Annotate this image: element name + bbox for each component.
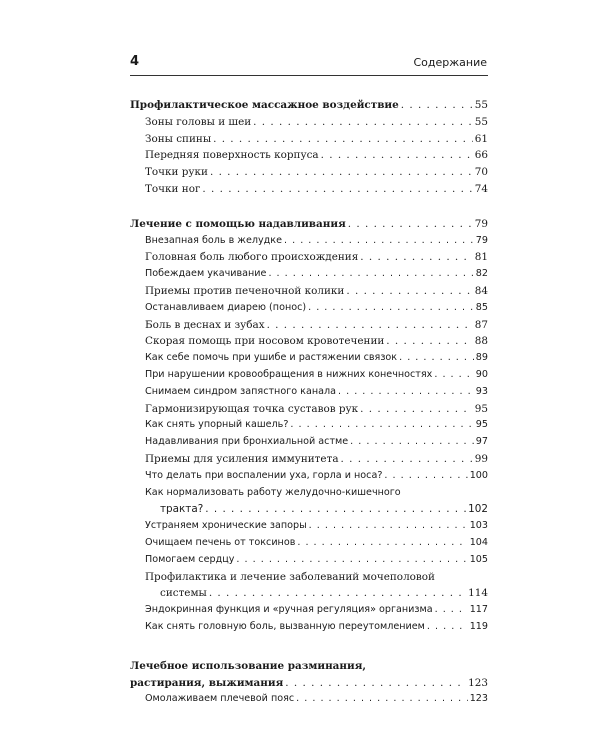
toc-entry: Омолаживаем плечевой пояс . . . 123	[130, 691, 488, 708]
running-title: Содержание	[413, 56, 487, 69]
toc-entry: Головная боль любого происхождения . . . 81	[130, 249, 488, 266]
toc-entry: Помогаем сердцу . . . 105	[130, 552, 488, 569]
toc-entry: Как себе помочь при ушибе и растяжении связок . . . 89	[130, 350, 488, 367]
toc-heading: Профилактическое массажное воздействие . . . 55	[130, 97, 488, 114]
toc-entry: Приемы для усиления иммунитета . . . 99	[130, 451, 488, 468]
toc-entry-multiline: Профилактика и лечение заболеваний мочеполовой системы . . . 114	[130, 569, 488, 603]
toc-entry-multiline: Как нормализовать работу желудочно-кишечного тракта? . . . 102	[130, 485, 488, 519]
toc-heading: Лечение с помощью надавливания . . . 79	[130, 216, 488, 233]
toc-entry: Устраняем хронические запоры . . . 103	[130, 518, 488, 535]
toc-entry: Эндокринная функция и «ручная регуляция» организма . . . 117	[130, 602, 488, 619]
toc-entry: При нарушении кровообращения в нижних конечностях . . . 90	[130, 367, 488, 384]
toc-entry: Боль в деснах и зубах . . . 87	[130, 317, 488, 334]
toc-heading-multiline: Лечебное использование разминания, растирания, выжимания . . . 123	[130, 658, 488, 692]
table-of-contents	[130, 97, 488, 726]
toc-section-pressure	[130, 216, 488, 636]
toc-entry: Как снять головную боль, вызванную переутомлением . . . 119	[130, 619, 488, 636]
toc-entry: Точки руки . . . 70	[130, 164, 488, 181]
toc-entry: Приемы против печеночной колики . . . 84	[130, 283, 488, 300]
toc-entry: Гармонизирующая точка суставов рук . . . 95	[130, 401, 488, 418]
page-number: 4	[130, 54, 140, 69]
toc-entry: Точки ног . . . 74	[130, 181, 488, 198]
toc-entry: Как снять упорный кашель? . . . 95	[130, 417, 488, 434]
header-rule	[130, 75, 488, 76]
toc-entry: Снимаем синдром запястного канала . . . 93	[130, 384, 488, 401]
toc-entry: Внезапная боль в желудке . . . 79	[130, 233, 488, 250]
toc-entry: Зоны спины . . . 61	[130, 131, 488, 148]
toc-section-kneading	[130, 658, 488, 708]
toc-entry: Останавливаем диарею (понос) . . . 85	[130, 300, 488, 317]
toc-entry: Побеждаем укачивание . . . 82	[130, 266, 488, 283]
toc-entry: Зоны головы и шеи . . . 55	[130, 114, 488, 131]
toc-entry: Передняя поверхность корпуса . . . 66	[130, 147, 488, 164]
toc-entry: Очищаем печень от токсинов . . . 104	[130, 535, 488, 552]
toc-entry: Скорая помощь при носовом кровотечении . . . 88	[130, 333, 488, 350]
toc-entry: Что делать при воспалении уха, горла и носа? . . . 100	[130, 468, 488, 485]
toc-section-massage	[130, 97, 488, 198]
toc-entry: Надавливания при бронхиальной астме . . . 97	[130, 434, 488, 451]
